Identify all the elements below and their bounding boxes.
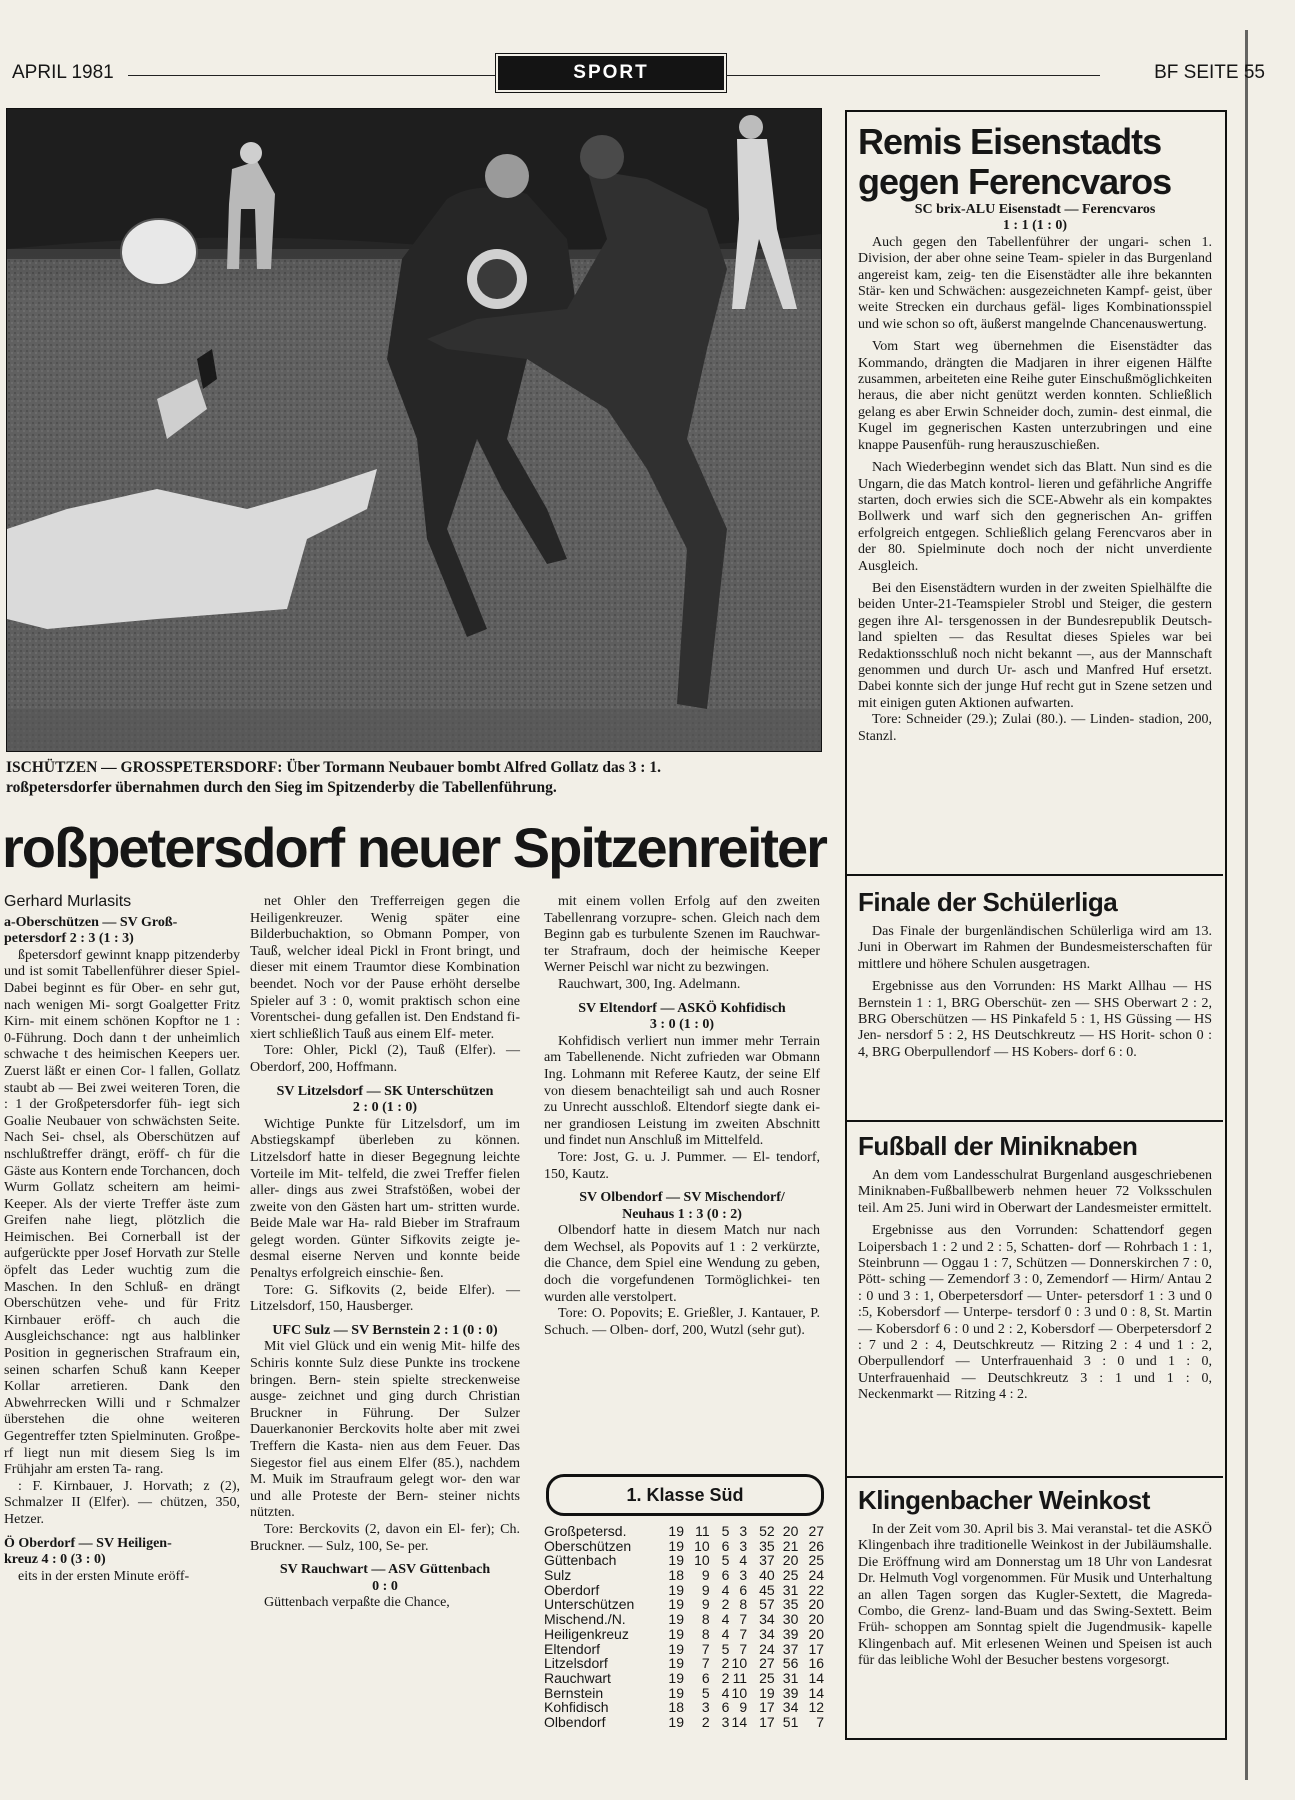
standings-value: 27 bbox=[808, 1523, 825, 1539]
article-column-1 bbox=[4, 894, 240, 1585]
photo-caption-line-2: roßpetersdorfer übernahmen durch den Sieg im Spitzenderby die Tabellenführung. bbox=[6, 779, 557, 796]
standings-row bbox=[544, 1597, 824, 1612]
standings-value: 7 bbox=[739, 1640, 748, 1657]
standings-row bbox=[544, 1612, 824, 1627]
article-column-3 bbox=[544, 894, 820, 1339]
col1-block: eits in der ersten Minute eröff- bbox=[18, 1568, 190, 1584]
standings-table bbox=[544, 1524, 824, 1730]
standings-row bbox=[544, 1539, 824, 1554]
standings-value: 4 bbox=[721, 1611, 730, 1628]
standings-value: 5 bbox=[701, 1684, 710, 1701]
standings-value: 19 bbox=[668, 1669, 684, 1686]
weinkost-headline: Klingenbacher Weinkost bbox=[858, 1485, 1150, 1515]
standings-value: 17 bbox=[759, 1713, 775, 1730]
sidebar-divider-1 bbox=[845, 874, 1223, 876]
standings-value: 18 bbox=[668, 1699, 684, 1716]
team-name: Rauchwart bbox=[544, 1670, 611, 1686]
standings-value: 35 bbox=[782, 1596, 799, 1613]
standings-value: 7 bbox=[739, 1611, 748, 1628]
standings-value: 12 bbox=[808, 1699, 825, 1716]
header-rule-left bbox=[128, 75, 496, 76]
header-date: APRIL 1981 bbox=[12, 62, 114, 83]
team-name: Großpetersd. bbox=[544, 1524, 627, 1539]
standings-value: 17 bbox=[808, 1640, 825, 1657]
col2-block: SV Rauchwart — ASV Güttenbach bbox=[279, 1562, 491, 1578]
standings-value: 9 bbox=[739, 1699, 748, 1716]
standings-value: 39 bbox=[782, 1625, 799, 1642]
standings-value: 52 bbox=[759, 1523, 775, 1539]
standings-value: 2 bbox=[701, 1713, 710, 1730]
standings-value: 34 bbox=[782, 1699, 799, 1716]
article-column-2 bbox=[250, 894, 520, 1612]
standings-value: 25 bbox=[782, 1567, 799, 1584]
sidebar-divider-2 bbox=[845, 1120, 1223, 1122]
standings-value: 19 bbox=[668, 1596, 684, 1613]
standings-value: 35 bbox=[759, 1537, 775, 1554]
standings-value: 7 bbox=[701, 1655, 710, 1672]
standings-value: 4 bbox=[721, 1684, 730, 1701]
standings-value: 3 bbox=[739, 1537, 748, 1554]
standings-value: 19 bbox=[668, 1611, 684, 1628]
standings-value: 22 bbox=[808, 1581, 825, 1598]
eisenstadt-score: 1 : 1 (1 : 0) bbox=[1002, 218, 1068, 234]
standings-value: 30 bbox=[782, 1611, 799, 1628]
miniknaben-results: Ergebnisse aus den Vorrunden: Schattendorf gegen Loipersbach 1 : 2 und 2 : 5, Schatten- dorf — Rohrbach 1 : 1, Steinbrunn — Oggau 1 : 7, Schützen — Donnerskirchen 7 : 0, Pött- sching — Zemendorf 3 : 0, Zemendorf — Hirm/ Antau 2 : 0 und 3 : 1, Oberpetersdorf — Unter- petersdorf 1 : 3 und 0 :5, Kobersdorf — Unterpe- tersdorf 0 : 3 und 0 : 8, St. Martin — Kobersdorf 6 : 0 und 2 : 2, Kobersdorf — Oberpetersdorf 2 : 7 und 2 : 4, Deutschkreutz — Ritzing 2 : 4 und 1 : 2, Oberpullendorf — Unterfrauenhaid 3 : 0 und 1 : 0, Unterfrauenhaid — Deutschkreutz 3 : 1 und 1 : 0, Neckenmarkt — Ritzing 4 : 2. bbox=[858, 1223, 1212, 1403]
photo-caption bbox=[6, 758, 820, 798]
eisenstadt-scorers: Tore: Schneider (29.); Zulai (80.). — Linden- stadion, 200, Stanzl. bbox=[858, 712, 1212, 744]
team-name: Güttenbach bbox=[544, 1553, 617, 1569]
standings-value: 9 bbox=[701, 1581, 710, 1598]
standings-value: 11 bbox=[695, 1523, 710, 1539]
eisenstadt-match: SC brix-ALU Eisenstadt — Ferencvaros bbox=[914, 202, 1156, 217]
standings-value: 40 bbox=[759, 1567, 775, 1584]
standings-value: 8 bbox=[701, 1625, 710, 1642]
standings-value: 3 bbox=[739, 1567, 748, 1584]
col1-block: Ö Oberdorf — SV Heiligen- bbox=[4, 1535, 172, 1551]
col2-block: Wichtige Punkte für Litzelsdorf, um im Abstiegskampf überleben zu können. Litzelsdorf hatte in dieser Begegnung leichte Vorteile im Mit- telfeld, die zwei Treffer fielen aller- dings aus zwei Strafstößen, wobei der zweite von den Gästen hart um- stritten wurde. Beide Male war Ha- rald Bieber im Strafraum gelegt worden. Günter Sifkovits zeigte je- desmal eiserne Nerven und konnte beide Penaltys erfolgreich einschie- ßen. bbox=[250, 1116, 520, 1282]
standings-value: 31 bbox=[782, 1581, 799, 1598]
standings-value: 56 bbox=[782, 1655, 799, 1672]
standings-value: 27 bbox=[759, 1655, 775, 1672]
eisenstadt-headline-line-2: gegen Ferencvaros bbox=[858, 161, 1172, 202]
col3-block: SV Olbendorf — SV Mischendorf/ bbox=[579, 1190, 785, 1206]
col3-block: 3 : 0 (1 : 0) bbox=[649, 1017, 715, 1033]
col2-block: Güttenbach verpaßte die Chance, bbox=[264, 1595, 450, 1611]
standings-value: 17 bbox=[759, 1699, 775, 1716]
standings-value: 14 bbox=[731, 1713, 748, 1730]
standings-value: 25 bbox=[759, 1669, 775, 1686]
standings-value: 4 bbox=[721, 1581, 730, 1598]
miniknaben-paragraph-1: An dem vom Landesschulrat Burgenland ausgeschriebenen Miniknaben-Fußballbewerb nehmen heuer 72 Volksschulen teil. Am 25. Juni wird in Oberwart der Landesmeister ermittelt. bbox=[858, 1168, 1212, 1216]
standings-value: 7 bbox=[701, 1640, 710, 1657]
standings-value: 8 bbox=[701, 1611, 710, 1628]
standings-value: 20 bbox=[782, 1523, 799, 1539]
standings-value: 7 bbox=[739, 1625, 748, 1642]
standings-row bbox=[544, 1642, 824, 1657]
standings-value: 24 bbox=[759, 1640, 775, 1657]
team-name: Bernstein bbox=[544, 1685, 604, 1701]
schuelerliga-results: Ergebnisse aus den Vorrunden: HS Markt Allhau — HS Bernstein 1 : 1, BRG Oberschüt- zen — SHS Oberwart 2 : 2, BRG Oberschützen — HS Pinkafeld 5 : 1, HS Güssing — HS Jen- nersdorf 5 : 2, HS Deutschkreutz — HS Horit- schon 0 : 4, BRG Oberpullendorf — HS Kobers- dorf 6 : 0. bbox=[858, 979, 1212, 1060]
header-page-number: BF SEITE 55 bbox=[1154, 62, 1265, 83]
col2-block: Tore: Berckovits (2, davon ein El- fer); Ch. Bruckner. — Sulz, 100, Se- per. bbox=[250, 1521, 520, 1554]
standings-row bbox=[544, 1627, 824, 1642]
standings-value: 10 bbox=[731, 1684, 748, 1701]
standings-value: 4 bbox=[721, 1625, 730, 1642]
team-name: Sulz bbox=[544, 1568, 572, 1583]
standings-value: 5 bbox=[721, 1640, 730, 1657]
team-name: Olbendorf bbox=[544, 1714, 606, 1730]
standings-value: 34 bbox=[759, 1611, 775, 1628]
match-photo bbox=[6, 108, 822, 752]
team-name: Kohfidisch bbox=[544, 1700, 609, 1715]
main-headline: roßpetersdorf neuer Spitzenreiter bbox=[2, 816, 826, 879]
standings-row bbox=[544, 1553, 824, 1568]
col1-block: : F. Kirnbauer, J. Horvath; z (2), Schmalzer II (Elfer). — chützen, 350, Hetzer. bbox=[4, 1478, 240, 1527]
standings-row bbox=[544, 1671, 824, 1686]
col3-block: mit einem vollen Erfolg auf den zweiten Tabellenrang vorzupre- schen. Gleich nach dem Beginn gab es turbulente Szenen im Rauchwar- ter Strafraum, doch der heimische Keeper Werner Peischl war nicht zu bezwingen. bbox=[544, 894, 820, 976]
col2-block: UFC Sulz — SV Bernstein 2 : 1 (0 : 0) bbox=[272, 1322, 498, 1338]
standings-row bbox=[544, 1524, 824, 1539]
col3-block: Olbendorf hatte in diesem Match nur nach dem Wechsel, als Popovits auf 1 : 2 verkürzte, die Chance, dem Spiel eine Wendung zu geben, doch die vorgefundenen Tormöglichkei- ten wurden alle verstolpert. bbox=[544, 1223, 820, 1305]
article-weinkost bbox=[858, 1484, 1212, 1670]
team-name: Mischend./N. bbox=[544, 1612, 626, 1627]
col1-block: ßpetersdorf gewinnt knapp pitzenderby und ist somit Tabellenführer dieser Spiel- Dabei beginnt es für Ober- en sehr gut, nach wenigen Mi- sorgt Goalgetter Fritz Kirn- mit einem schönen Kopftor ne 1 : 0-Führung. Doch dann t der unheimlich schwache t des heimischen Keepers uer. Zuerst läßt er einen Cor- l fallen, Gollatz staubt ab — Bei zwei weiteren Toren, die : 1 der Großpetersdorfer füh- iegt sich Goalie Neubauer von schwächsten Seite. Nach Sei- chsel, als Oberschützen auf nschlußtreffer drängt, eröff- ch für die Gäste aus Kontern ende Torchancen, doch Wurm Gollatz scheitern am heimi- Keeper. Als der vierte Treffer äste zum Greifen nahe liegt, plötzlich die Heimischen. Bei Cornerball ist der aufgerückte pper Josef Horvath zur Stelle öpfelt das Leder wuchtig zum die Maschen. In den Schluß- en drängt Oberschützen vehe- und für Fritz Kirnbauer eröff- ch auch die Ausgleichschance: ngt aus halblinker Position in gegnerischen Strafraum ein, seinen scharfen Schuß kann Keeper Kollar arretieren. Dank den Abwehrrecken Willi und r Schmalzer überstehen die ohne weiteren Gegentreffer tzten Spielminuten. Großpe- rf liegt nun mit diesem Sieg ls im Frühjahr am ersten Ta- rang. bbox=[4, 947, 240, 1478]
col2-block: 2 : 0 (1 : 0) bbox=[352, 1100, 418, 1116]
miniknaben-headline: Fußball der Miniknaben bbox=[858, 1131, 1138, 1161]
standings-value: 24 bbox=[808, 1567, 825, 1584]
header-rule-right bbox=[726, 75, 1100, 76]
standings-row bbox=[544, 1700, 824, 1715]
standings-row bbox=[544, 1686, 824, 1701]
article-schuelerliga bbox=[858, 886, 1212, 1061]
standings-value: 16 bbox=[808, 1655, 825, 1672]
standings-value: 14 bbox=[808, 1669, 825, 1686]
standings-value: 2 bbox=[721, 1655, 730, 1672]
standings-value: 10 bbox=[731, 1655, 748, 1672]
standings-value: 10 bbox=[694, 1537, 710, 1554]
standings-value: 19 bbox=[668, 1523, 684, 1539]
team-name: Oberschützen bbox=[544, 1538, 632, 1554]
standings-value: 8 bbox=[739, 1596, 748, 1613]
eisenstadt-paragraph-4: Bei den Eisenstädtern wurden in der zweiten Spielhälfte die beiden Unter-21-Teamspieler Strobl und Steiger, die gestern gegen ihre Al- tersgenossen in der Bundesrepublik Deutsch- land spielten — das Resultat dieses Spieles war bei Redaktionsschluß noch nicht bekannt —, aus der Mannschaft genommen und durch Ur- asch und Manfred Huf ersetzt. Dabei konnte sich der junge Huf recht gut in Szene setzen und mit einigen guten Aktionen aufwarten. bbox=[858, 580, 1212, 711]
col3-block: Rauchwart, 300, Ing. Adelmann. bbox=[558, 976, 741, 992]
standings-value: 11 bbox=[732, 1669, 748, 1686]
standings-value: 19 bbox=[668, 1537, 684, 1554]
standings-value: 37 bbox=[782, 1640, 799, 1657]
standings-value: 19 bbox=[668, 1625, 684, 1642]
standings-value: 2 bbox=[721, 1669, 730, 1686]
col1-block: kreuz 4 : 0 (3 : 0) bbox=[4, 1552, 106, 1568]
article-eisenstadt bbox=[858, 122, 1212, 745]
standings-value: 34 bbox=[759, 1625, 775, 1642]
standings-value: 21 bbox=[782, 1537, 799, 1554]
standings-value: 6 bbox=[721, 1567, 730, 1584]
standings-value: 18 bbox=[668, 1567, 684, 1584]
standings-value: 37 bbox=[759, 1552, 775, 1569]
col3-block: Tore: Jost, G. u. J. Pummer. — El- tendorf, 150, Kautz. bbox=[544, 1149, 820, 1182]
col2-block: 0 : 0 bbox=[372, 1578, 398, 1594]
standings-row bbox=[544, 1568, 824, 1583]
standings-value: 20 bbox=[808, 1625, 825, 1642]
standings-value: 9 bbox=[701, 1596, 710, 1613]
standings-value: 31 bbox=[782, 1669, 799, 1686]
col3-block: Neuhaus 1 : 3 (0 : 2) bbox=[622, 1206, 742, 1222]
standings-value: 20 bbox=[782, 1552, 799, 1569]
schuelerliga-paragraph-1: Das Finale der burgenländischen Schülerliga wird am 13. Juni in Oberwart im Rahmen der Bundesmeisterschaften für mittlere und höhere Schulen ausgetragen. bbox=[858, 924, 1212, 972]
standings-value: 19 bbox=[668, 1581, 684, 1598]
standings-value: 19 bbox=[668, 1640, 684, 1657]
team-name: Oberdorf bbox=[544, 1582, 600, 1598]
col2-block: Tore: Ohler, Pickl (2), Tauß (Elfer). — Oberdorf, 200, Hoffmann. bbox=[250, 1043, 520, 1075]
sidebar-divider-3 bbox=[845, 1476, 1223, 1478]
standings-value: 19 bbox=[668, 1655, 684, 1672]
standings-value: 39 bbox=[782, 1684, 799, 1701]
standings-value: 20 bbox=[808, 1611, 825, 1628]
standings-value: 3 bbox=[701, 1699, 710, 1716]
col2-block: Mit viel Glück und ein wenig Mit- hilfe des Schiris konnte Sulz diese Punkte ins trockene bringen. Bern- stein spielte streckenweise ausge- zeichnet und ging durch Christian Bruckner in Führung. Der Sulzer Dauerkanonier Berckovits holte aber mit zwei Treffern die Kasta- nien aus dem Feuer. Das Siegestor fiel aus einem Elfer (85.), nachdem M. Muik im Straufraum gelegt wor- den war und alle Proteste der Bern- steiner nichts nützten. bbox=[250, 1339, 520, 1521]
standings-value: 5 bbox=[721, 1552, 730, 1569]
standings-value: 45 bbox=[759, 1581, 775, 1598]
standings-value: 20 bbox=[808, 1596, 825, 1613]
standings-value: 2 bbox=[721, 1596, 730, 1613]
page-header bbox=[10, 58, 1265, 88]
standings-value: 14 bbox=[808, 1684, 825, 1701]
standings-value: 51 bbox=[782, 1713, 799, 1730]
standings-value: 10 bbox=[694, 1552, 710, 1569]
standings-value: 19 bbox=[668, 1684, 684, 1701]
standings-value: 3 bbox=[721, 1713, 730, 1730]
standings-value: 9 bbox=[701, 1567, 710, 1584]
weinkost-paragraph: In der Zeit vom 30. April bis 3. Mai veranstal- tet die ASKÖ Klingenbach ihre traditionelle Weinkost in der Jubiläumshalle. Die Eröffnung wird am Donnerstag um 18 Uhr von Landesrat Dr. Helmuth Vogl vorgenommen. Für Musik und Unterhaltung an allen Tagen sorgen das Kugler-Sextett, die Magreda-Combo, die Grenz- land-Buam und das Swing-Sextett. Beim Früh- schoppen am Sonntag spielt die Jugendmusik- kapelle Klingenbach auf. Mit erlesenen Weinen und Speisen ist auch für das leibliche Wohl der Besucher bestens vorgesorgt. bbox=[858, 1522, 1212, 1669]
col3-block: Tore: O. Popovits; E. Grießler, J. Kantauer, P. Schuch. — Olben- dorf, 200, Wutzl (sehr gut). bbox=[544, 1306, 820, 1338]
standings-value: 19 bbox=[668, 1713, 684, 1730]
col2-block: SV Litzelsdorf — SK Unterschützen bbox=[276, 1083, 494, 1099]
standings-value: 6 bbox=[701, 1669, 710, 1686]
author-byline: Gerhard Murlasits bbox=[4, 893, 132, 910]
standings-value: 4 bbox=[739, 1552, 748, 1569]
section-label: SPORT bbox=[498, 56, 724, 90]
team-name: Heiligenkreuz bbox=[544, 1626, 629, 1642]
standings-value: 3 bbox=[739, 1523, 748, 1539]
standings-value: 19 bbox=[759, 1684, 775, 1701]
standings-value: 5 bbox=[721, 1523, 730, 1539]
standings-value: 6 bbox=[739, 1581, 748, 1598]
standings-value: 7 bbox=[816, 1713, 825, 1730]
col3-block: Kohfidisch verliert nun immer mehr Terrain am Tabellenende. Nicht zufrieden war Obmann Ing. Lohmann mit Referee Kautz, der seine Elf von diesem benachteiligt sah und auch Rosner zu Unrecht ausschloß. Eltendorf siegte dank ei- ner grandiosen Leistung im zweiten Abschnitt und findet nun Anschluß im Mittelfeld. bbox=[544, 1033, 820, 1149]
standings-title: 1. Klasse Süd bbox=[546, 1474, 824, 1516]
standings-row bbox=[544, 1583, 824, 1598]
eisenstadt-headline-line-1: Remis Eisenstadts bbox=[858, 121, 1162, 162]
eisenstadt-paragraph-2: Vom Start weg übernehmen die Eisenstädter das Kommando, drängten die Madjaren in ihrer eigenen Hälfte zusammen, arbeiteten eine Reihe guter Einschußmöglichkeiten heraus, die aber nicht genützt werden konnten. Schließlich gelang es aber Erwin Schneider doch, zumin- dest einmal, die Kugel im gegnerischen Kasten unterzubringen und eine knappe Pausenfüh- rung herauszuschießen. bbox=[858, 339, 1212, 453]
standings-value: 25 bbox=[808, 1552, 825, 1569]
standings-row bbox=[544, 1656, 824, 1671]
photo-caption-line-1: ISCHÜTZEN — GROSSPETERSDORF: Über Tormann Neubauer bombt Alfred Gollatz das 3 : 1. bbox=[6, 759, 661, 776]
standings-value: 6 bbox=[721, 1699, 730, 1716]
col2-block: net Ohler den Trefferreigen gegen die Heiligenkreuzer. Wenig später eine Bilderbuchaktion, so Obmann Pomper, von Tauß, welcher ideal Pickl in Front bringt, und dieser mit einem Traumtor diese Kombination beendet. Noch vor der Pause erhöht derselbe Spieler auf 3 : 0, womit praktisch schon eine Vorentschei- dung gefallen ist. Den Endstand fi- xiert schließlich Tauß aus einem Elf- meter. bbox=[250, 894, 520, 1042]
article-miniknaben bbox=[858, 1130, 1212, 1404]
eisenstadt-paragraph-1: Auch gegen den Tabellenführer der ungari- schen 1. Division, der aber ohne seine Team- spieler in das Burgenland angereist kam, zeig- ten die Eisenstädter alle ihre bekannten Stär- ken und Schwächen: ausgezeichneten Kampf- geist, über weite Strecken ein durchaus gefäl- liges Kombinationsspiel und wie schon so oft, äußerst mangelnde Chancenauswertung. bbox=[858, 234, 1212, 332]
eisenstadt-paragraph-3: Nach Wiederbeginn wendet sich das Blatt. Nun sind es die Ungarn, die das Match kontrol- lieren und gefährliche Angriffe starten, doch erwies sich die SCE-Abwehr als ein kompaktes Bollwerk und warf sich den gegnerischen An- griffen erfolgreich entgegen. Schließlich gelang Ferencvaros aber in der 80. Spielminute doch noch der nicht unverdiente Ausgleich. bbox=[858, 460, 1212, 574]
col1-block: a-Oberschützen — SV Groß- bbox=[4, 914, 178, 930]
col3-block: SV Eltendorf — ASKÖ Kohfidisch bbox=[578, 1000, 786, 1016]
standings-row bbox=[544, 1715, 824, 1730]
standings-value: 26 bbox=[808, 1537, 825, 1554]
page-edge-bar bbox=[1245, 30, 1248, 1780]
team-name: Litzelsdorf bbox=[544, 1656, 608, 1671]
team-name: Eltendorf bbox=[544, 1641, 601, 1657]
standings-value: 19 bbox=[668, 1552, 684, 1569]
schuelerliga-headline: Finale der Schülerliga bbox=[858, 887, 1118, 917]
standings-value: 57 bbox=[759, 1596, 775, 1613]
team-name: Unterschützen bbox=[544, 1597, 635, 1613]
standings-value: 6 bbox=[721, 1537, 730, 1554]
col2-block: Tore: G. Sifkovits (2, beide Elfer). — Litzelsdorf, 150, Hausberger. bbox=[250, 1282, 520, 1315]
football-scene-illustration bbox=[7, 109, 821, 751]
col1-block: petersdorf 2 : 3 (1 : 3) bbox=[4, 931, 134, 947]
